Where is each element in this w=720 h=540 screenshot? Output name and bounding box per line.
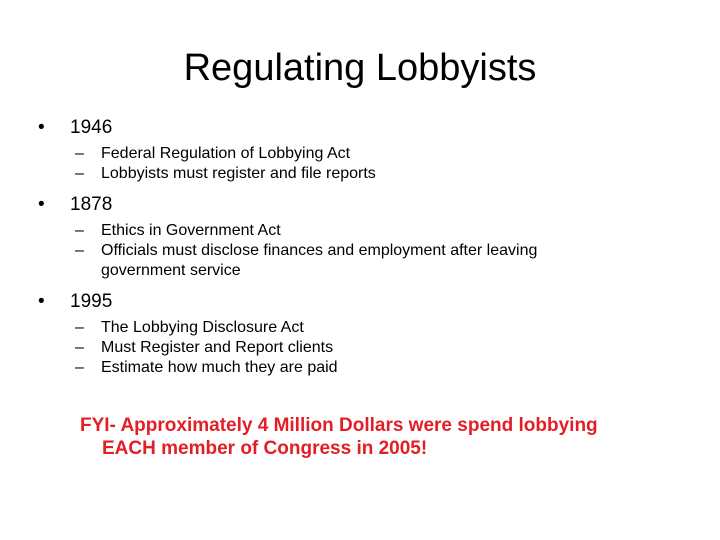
bullet-item [38,192,678,218]
dash-marker: – [75,339,84,356]
dash-marker: – [75,359,84,376]
bullet-marker: • [38,291,45,312]
sub-item [38,221,678,241]
sub-item-text: The Lobbying Disclosure Act [101,319,304,336]
fyi-note [80,414,680,460]
bullet-group-1878 [38,192,678,281]
fyi-line-2: EACH member of Congress in 2005! [102,438,428,459]
dash-marker: – [75,165,84,182]
sub-item [38,358,678,378]
bullet-label: 1878 [70,194,113,215]
sub-list [38,144,678,184]
sub-item-text: Estimate how much they are paid [101,359,338,376]
sub-list [38,318,678,378]
bullet-label: 1995 [70,291,113,312]
sub-item-text: Must Register and Report clients [101,339,334,356]
fyi-line-1: FYI- Approximately 4 Million Dollars were spend lobbying [80,415,598,436]
sub-item [38,338,678,358]
sub-item [38,144,678,164]
bullet-marker: • [38,117,45,138]
sub-list [38,221,678,281]
sub-item-text: Officials must disclose finances and employment after leaving government service [101,242,538,279]
bullet-label: 1946 [70,117,113,138]
slide-title: Regulating Lobbyists [183,47,537,89]
bullet-group-1995 [38,289,678,378]
bullet-marker: • [38,194,45,215]
sub-item-text: Ethics in Government Act [101,222,281,239]
sub-item-text: Lobbyists must register and file reports [101,165,376,182]
dash-marker: – [75,222,84,239]
sub-item [38,164,678,184]
sub-item [38,318,678,338]
bullet-list [38,115,678,386]
sub-item [38,241,678,281]
dash-marker: – [75,319,84,336]
bullet-item [38,289,678,315]
bullet-group-1946 [38,115,678,184]
sub-item-text: Federal Regulation of Lobbying Act [101,145,351,162]
dash-marker: – [75,242,84,259]
dash-marker: – [75,145,84,162]
bullet-item [38,115,678,141]
